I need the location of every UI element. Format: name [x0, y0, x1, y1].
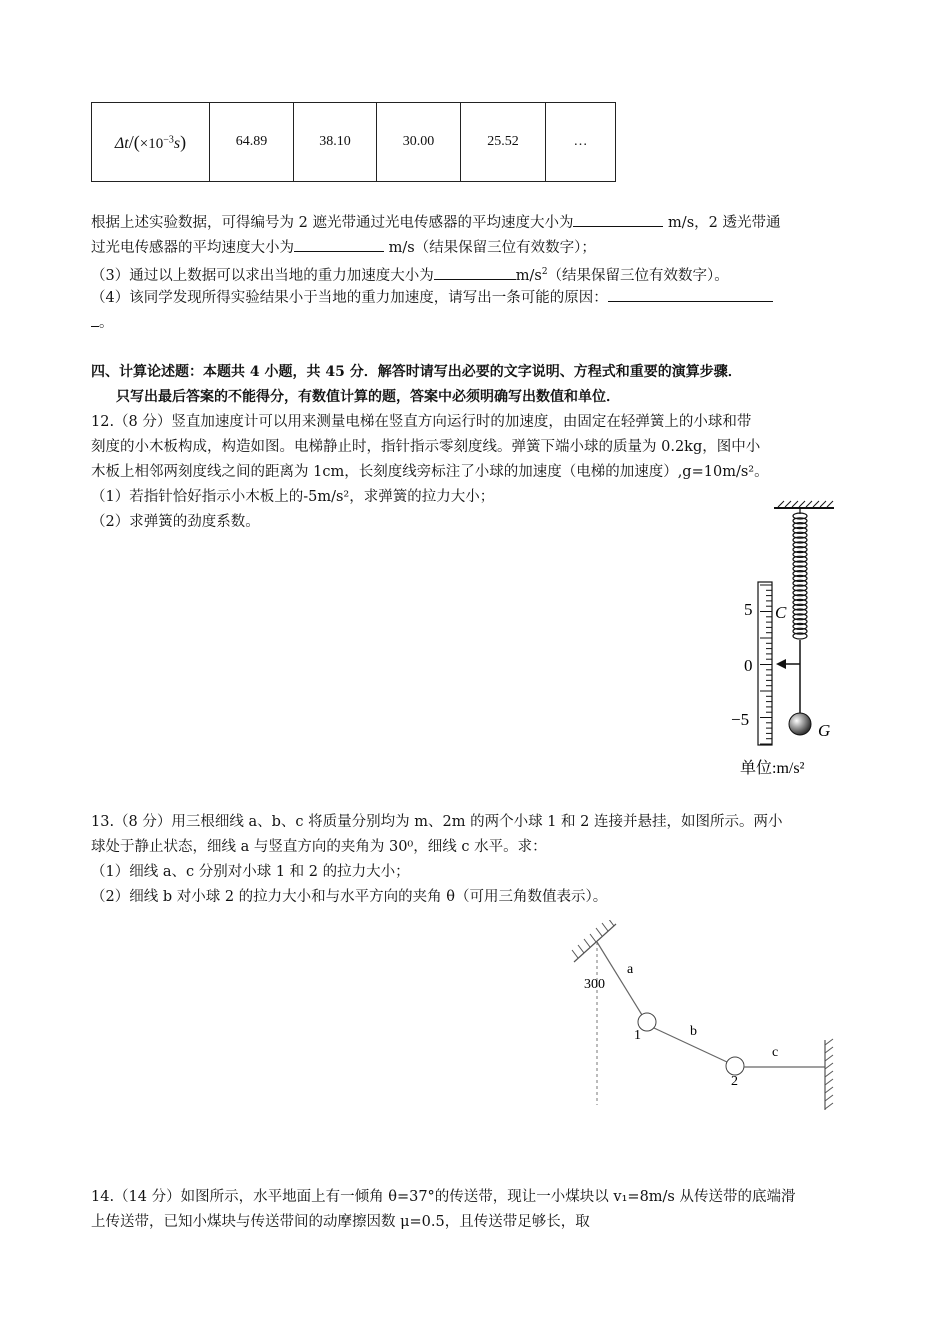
label-ball-2: 2 — [731, 1074, 738, 1089]
q11-line4: （4）该同学发现所得实验结果小于当地的重力加速度，请写出一条可能的原因： — [91, 287, 773, 308]
q14-line1: 14.（14 分）如图所示，水平地面上有一倾角 θ=37°的传送带，现让一小煤块以 v₁=8m/s 从传送带的底端滑 — [91, 1189, 796, 1205]
unit-label: 单位:m/s² — [740, 760, 805, 777]
scale-label-5: 5 — [744, 600, 753, 619]
q11-line5: 。 — [91, 312, 114, 333]
q11-line1: 根据上述实验数据，可得编号为 2 遮光带通过光电传感器的平均速度大小为 m/s，2 透光带通 — [91, 212, 780, 233]
ball-G — [789, 713, 811, 735]
header-unit: ×10 — [139, 135, 164, 152]
answer-blank[interactable] — [434, 265, 516, 280]
time-data-table — [91, 102, 616, 182]
ball-2 — [726, 1057, 744, 1075]
spring — [793, 508, 807, 639]
section-heading: 四、计算论述题：本题共 4 小题，共 45 分．解答时请写出必要的文字说明、方程式和重要的演算步骤． — [91, 364, 742, 380]
q12-line2: 刻度的小木板构成，构造如图。电梯静止时，指针指示零刻度线。弹簧下端小球的质量为 0.2kg，图中小 — [91, 439, 761, 455]
label-C: C — [775, 603, 787, 622]
q11-line2: 过光电传感器的平均速度大小为 m/s（结果保留三位有效数字）； — [91, 237, 596, 258]
q11-line3: （3）通过以上数据可以求出当地的重力加速度大小为 $m/s^2$（结果保留三位有效数字）。 — [91, 262, 729, 286]
scale-label-neg5: −5 — [731, 710, 750, 729]
table-cell: 25.52 — [461, 103, 546, 182]
scale-label-0: 0 — [744, 656, 753, 675]
label-b: b — [690, 1024, 697, 1039]
q14-line2: 上传送带，已知小煤块与传送带间的动摩擦因数 μ=0.5，且传送带足够长，取 — [91, 1214, 590, 1230]
header-exponent: −3 — [163, 133, 174, 145]
delta-t-symbol: Δt — [114, 134, 129, 152]
pointer-arrow — [776, 659, 786, 669]
table-row — [92, 103, 616, 182]
label-ball-1: 1 — [634, 1028, 641, 1043]
label-c: c — [772, 1045, 779, 1060]
table-cell: 30.00 — [377, 103, 461, 182]
q13-line1: 13.（8 分）用三根细线 a、b、c 将质量分别均为 m、2m 的两个小球 1 和 2 连接并悬挂，如图所示。两小 — [91, 814, 783, 830]
accelerometer-figure — [730, 500, 850, 785]
q12-line5: （2）求弹簧的劲度系数。 — [91, 514, 260, 530]
label-a: a — [627, 962, 634, 977]
table-cell: 38.10 — [294, 103, 377, 182]
table-header-cell: $\Delta t/(\times 10^{-3}s)$ — [92, 103, 210, 182]
hanging-balls-figure — [560, 920, 850, 1120]
answer-blank[interactable] — [91, 312, 99, 327]
q13-line2: 球处于静止状态，细线 a 与竖直方向的夹角为 30⁰，细线 c 水平。求： — [91, 839, 547, 855]
answer-blank[interactable] — [608, 287, 773, 302]
table-cell: 64.89 — [210, 103, 294, 182]
table-cell: … — [546, 103, 616, 182]
answer-blank[interactable] — [294, 237, 384, 252]
header-seconds: s — [173, 134, 181, 152]
label-G: G — [818, 721, 831, 740]
q12-line4: （1）若指针恰好指示小木板上的-5m/s²，求弹簧的拉力大小； — [91, 489, 495, 505]
q13-line3: （1）细线 a、c 分别对小球 1 和 2 的拉力大小； — [91, 864, 410, 880]
q12-line1: 12.（8 分）竖直加速度计可以用来测量电梯在竖直方向运行时的加速度，由固定在轻弹簧上的小球和带 — [91, 414, 752, 430]
q12-line3: 木板上相邻两刻度线之间的距离为 1cm，长刻度线旁标注了小球的加速度（电梯的加速度）,g=10m/s²。 — [91, 464, 769, 480]
section-heading-line2: 只写出最后答案的不能得分，有数值计算的题，答案中必须明确写出数值和单位． — [116, 389, 620, 405]
answer-blank[interactable] — [573, 212, 663, 227]
q13-line4: （2）细线 b 对小球 2 的拉力大小和与水平方向的夹角 θ（可用三角数值表示）。 — [91, 889, 608, 905]
angle-label: 300 — [584, 977, 605, 992]
